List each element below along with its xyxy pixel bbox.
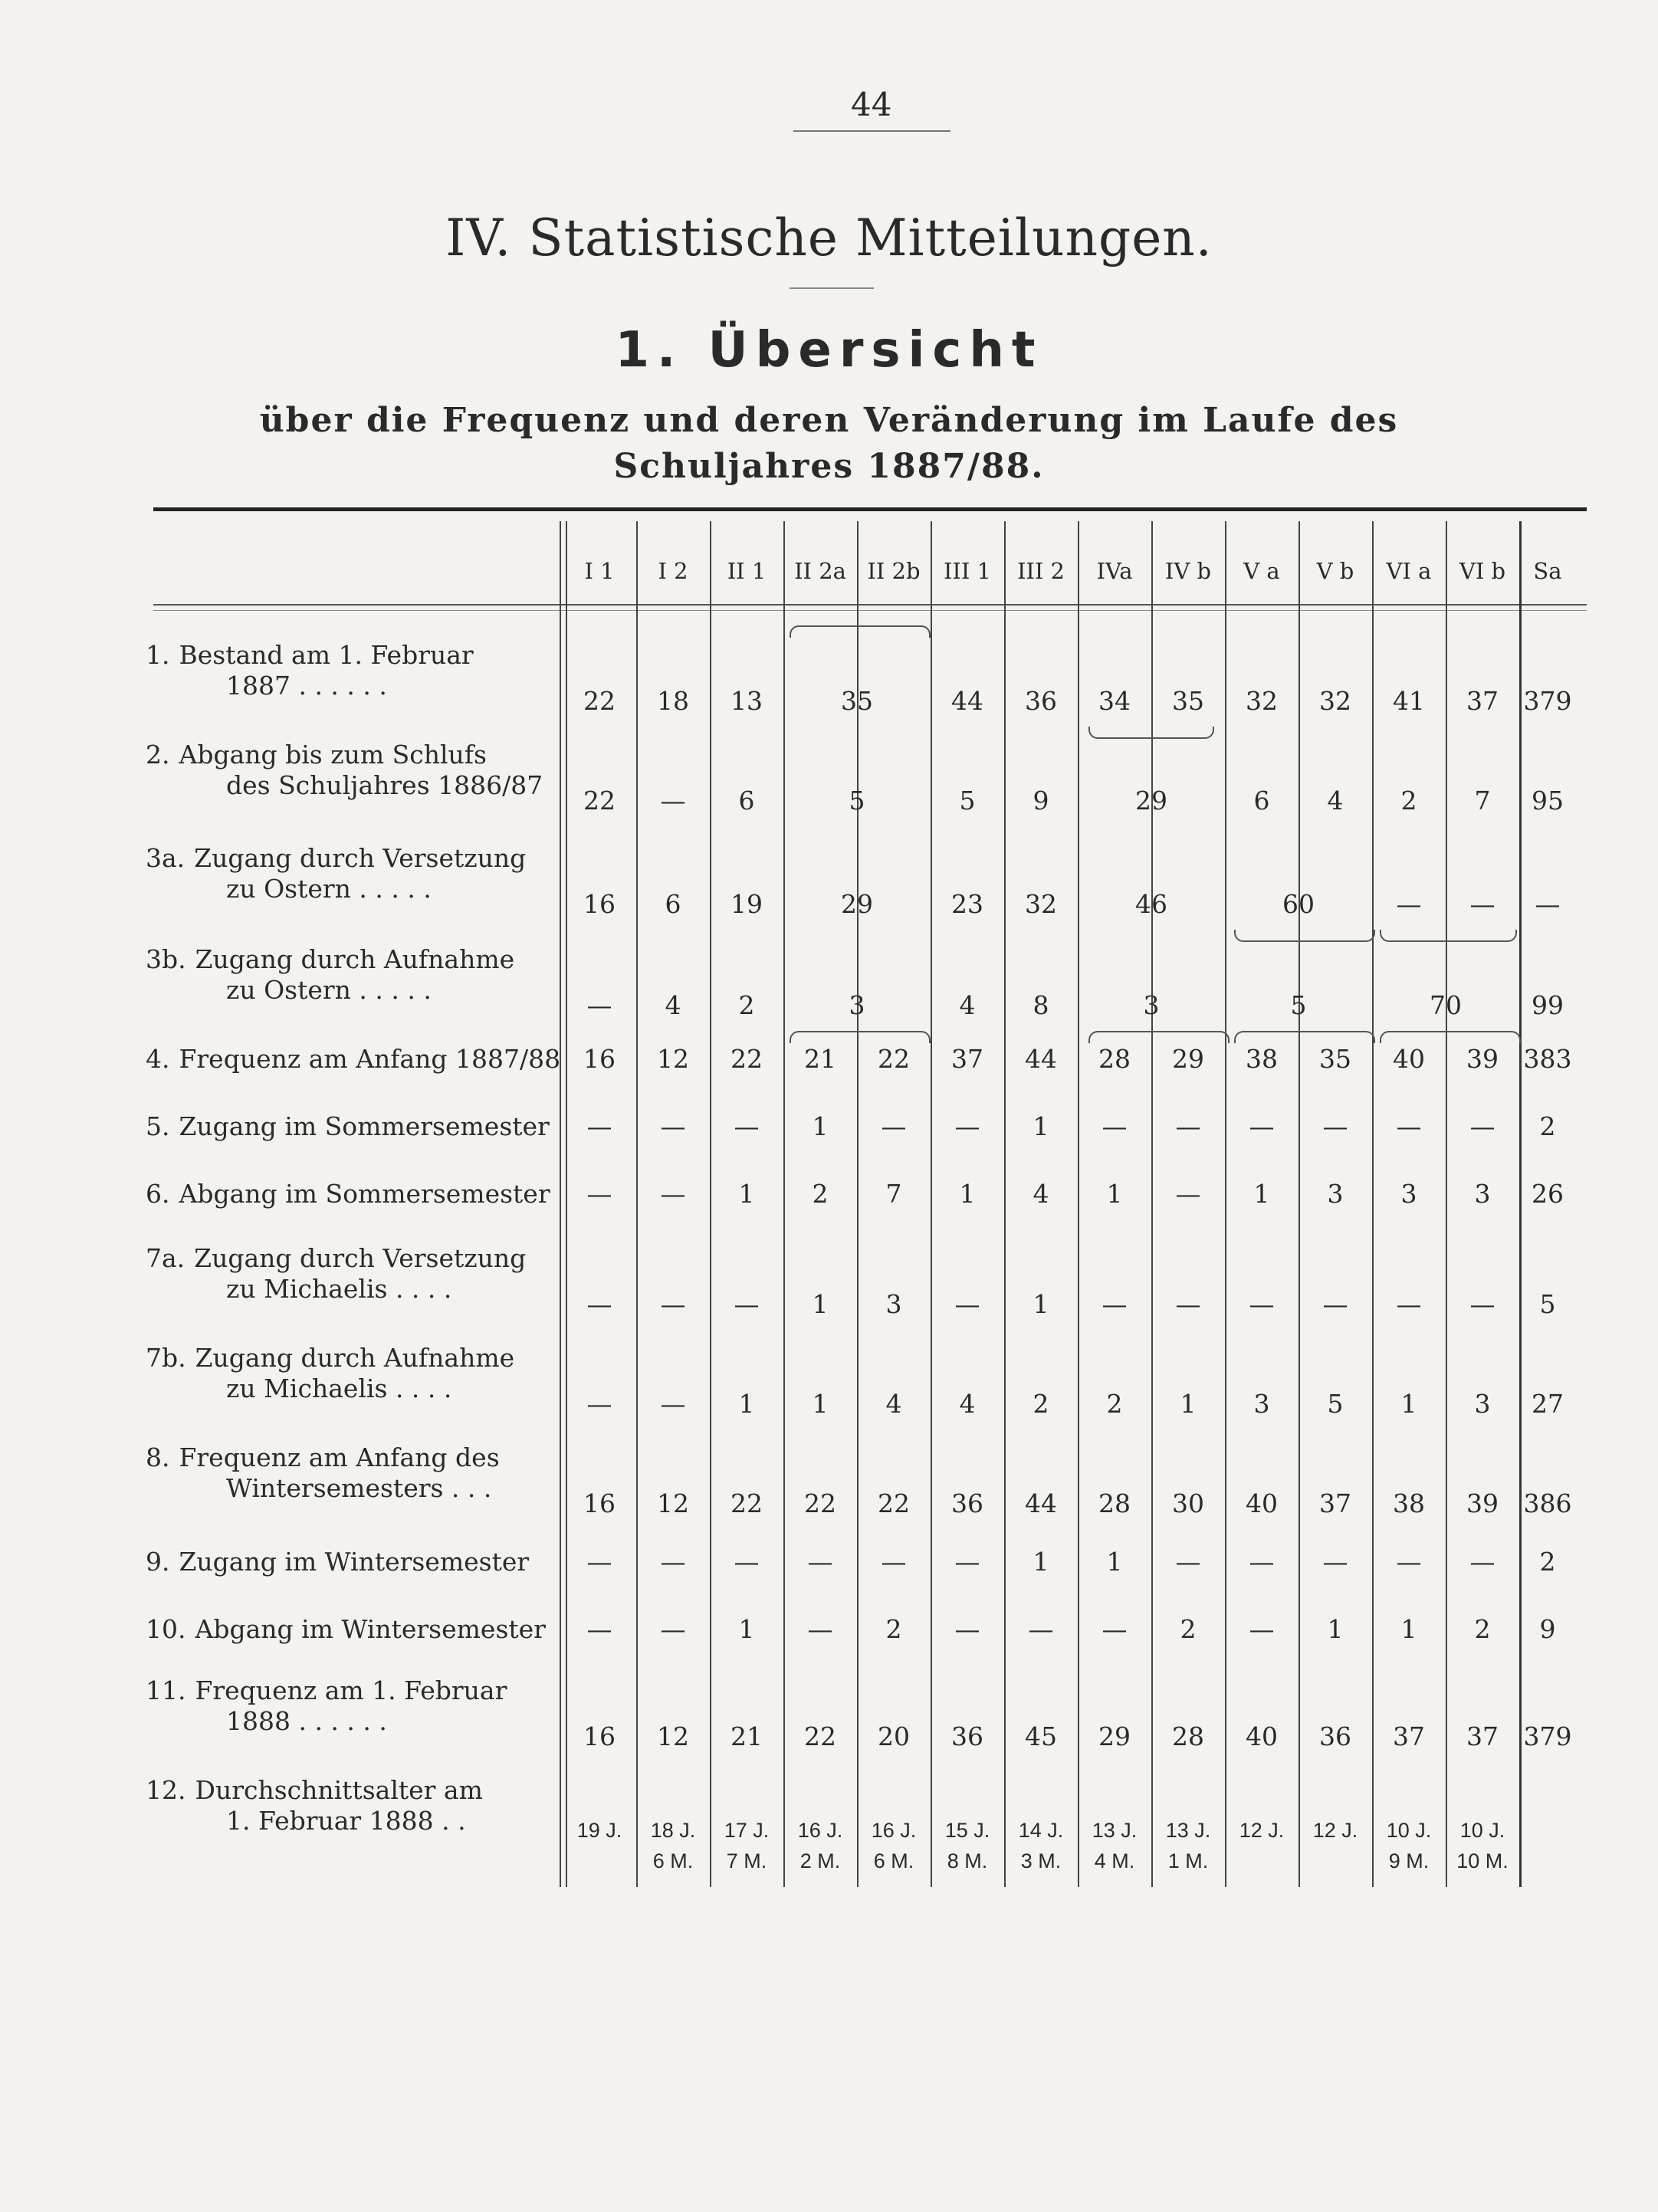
table-cell: — [1469, 1547, 1495, 1577]
table-cell: — [1322, 1547, 1348, 1577]
table-cell: 3 [1327, 1179, 1344, 1209]
column-header: VI a [1386, 558, 1432, 584]
table-cell: 39 [1466, 1488, 1499, 1518]
table-cell: 22 [583, 786, 616, 816]
column-header: II 2a [794, 558, 846, 584]
table-cell: — [1102, 1614, 1128, 1644]
table-cell: 28 [1098, 1044, 1131, 1074]
row-number: 10. [146, 1614, 186, 1644]
table-cell: 35 [841, 686, 873, 716]
table-cell: 1 [1253, 1179, 1270, 1209]
table-cell: — [954, 1547, 980, 1577]
row-label-line-2: zu Michaelis . . . . [226, 1373, 452, 1403]
age-cell [1004, 1815, 1078, 1876]
sum-cell: 95 [1532, 786, 1564, 816]
table-cell: 37 [951, 1044, 983, 1074]
age-years: 13 J. [1165, 1819, 1211, 1842]
age-months: 2 M. [799, 1849, 841, 1872]
table-cell: 70 [1430, 990, 1462, 1020]
table-cell: 4 [959, 990, 976, 1020]
table-cell: — [881, 1547, 907, 1577]
table-cell: 1 [812, 1111, 829, 1141]
row-label-line-2: Wintersemesters . . . [226, 1473, 492, 1503]
table-cell: 35 [1172, 686, 1204, 716]
table-cell: — [1396, 1289, 1422, 1319]
table-cell: 21 [731, 1721, 763, 1751]
table-cell: 16 [583, 1044, 616, 1074]
column-header: I 2 [658, 558, 688, 584]
row-label [146, 1044, 560, 1075]
row-label [146, 1775, 483, 1806]
table-cell: 3 [1474, 1179, 1491, 1209]
age-months: 7 M. [726, 1849, 767, 1872]
table-cell: 37 [1319, 1488, 1351, 1518]
table-caption-line-1: über die Frequenz und deren Veränderung im Laufe des [259, 401, 1399, 440]
table-cell: 4 [1033, 1179, 1049, 1209]
table-cell: 20 [878, 1721, 910, 1751]
table-cell: 40 [1246, 1488, 1278, 1518]
sum-cell: 9 [1539, 1614, 1556, 1644]
age-months: 3 M. [1020, 1849, 1062, 1872]
table-cell: 39 [1466, 1044, 1499, 1074]
table-cell: — [1396, 889, 1422, 919]
table-cell: — [954, 1289, 980, 1319]
age-years: 10 J. [1459, 1819, 1505, 1842]
table-cell: 1 [1106, 1179, 1123, 1209]
column-header: V a [1243, 558, 1280, 584]
table-cell: 21 [804, 1044, 836, 1074]
table-cell: 6 [665, 889, 681, 919]
table-cell: — [586, 1179, 612, 1209]
table-cell: — [1249, 1614, 1275, 1644]
row-label-line-1: Abgang bis zum Schlufs [179, 740, 487, 770]
table-cell: — [1102, 1289, 1128, 1319]
table-cell: 1 [1180, 1389, 1197, 1419]
table-cell: — [1322, 1289, 1348, 1319]
sum-cell: 2 [1539, 1111, 1556, 1141]
table-cell: 44 [1025, 1044, 1057, 1074]
row-number: 12. [146, 1775, 186, 1805]
table-cell: 1 [1033, 1289, 1049, 1319]
row-label [146, 1343, 514, 1373]
table-cell: — [1469, 1111, 1495, 1141]
column-header: IVa [1096, 558, 1133, 584]
table-cell: 22 [583, 686, 616, 716]
table-cell: 32 [1319, 686, 1351, 716]
sum-cell: 99 [1532, 990, 1564, 1020]
table-cell: 44 [951, 686, 983, 716]
table-cell: 46 [1135, 889, 1167, 919]
table-cell: — [1249, 1547, 1275, 1577]
merge-brace [1380, 930, 1517, 942]
label-column-rule [560, 521, 561, 1887]
table-cell: — [1396, 1111, 1422, 1141]
table-cell: — [586, 1547, 612, 1577]
table-cell: — [1028, 1614, 1054, 1644]
row-label [146, 843, 526, 874]
table-cell: — [807, 1547, 833, 1577]
table-cell: 4 [665, 990, 681, 1020]
table-cell: 22 [804, 1721, 836, 1751]
table-cell: 6 [738, 786, 755, 816]
column-header: V b [1316, 558, 1354, 584]
section-title: IV. Statistische Mitteilungen. [445, 208, 1213, 267]
row-number: 4. [146, 1044, 170, 1074]
table-cell: — [586, 1389, 612, 1419]
row-label-line-2: des Schuljahres 1886/87 [226, 770, 543, 800]
age-years: 19 J. [576, 1819, 622, 1842]
table-cell: — [660, 1614, 686, 1644]
table-cell: — [807, 1614, 833, 1644]
age-years: 14 J. [1018, 1819, 1064, 1842]
table-cell: 22 [731, 1488, 763, 1518]
table-cell: 3 [1143, 990, 1160, 1020]
table-cell: 5 [849, 786, 865, 816]
age-years: 13 J. [1092, 1819, 1138, 1842]
row-label-line-1: Frequenz am Anfang 1887/88 [179, 1044, 561, 1074]
table-cell: 3 [849, 990, 865, 1020]
row-label-line-2: 1. Februar 1888 . . [226, 1806, 466, 1836]
row-label [146, 1179, 550, 1209]
row-label [146, 1442, 500, 1473]
table-cell: 29 [841, 889, 873, 919]
table-cell: 2 [738, 990, 755, 1020]
row-label [146, 740, 487, 770]
table-cell: — [660, 1111, 686, 1141]
sum-cell: 379 [1523, 686, 1572, 716]
table-cell: 3 [1253, 1389, 1270, 1419]
table-cell: — [734, 1547, 760, 1577]
sum-cell: 2 [1539, 1547, 1556, 1577]
sum-cell: 5 [1539, 1289, 1556, 1319]
table-cell: 36 [951, 1488, 983, 1518]
table-cell: 16 [583, 1721, 616, 1751]
table-cell: 1 [1400, 1614, 1417, 1644]
row-label [146, 640, 474, 671]
table-cell: 22 [804, 1488, 836, 1518]
table-cell: 4 [959, 1389, 976, 1419]
table-cell: — [1469, 889, 1495, 919]
table-cell: — [660, 1179, 686, 1209]
row-label-line-1: Zugang durch Aufnahme [195, 944, 515, 974]
table-cell: 5 [1327, 1389, 1344, 1419]
table-cell: 22 [731, 1044, 763, 1074]
row-label-line-1: Frequenz am 1. Februar [195, 1675, 507, 1705]
age-months: 8 M. [947, 1849, 988, 1872]
table-cell: — [1249, 1111, 1275, 1141]
merge-brace [1088, 727, 1214, 739]
table-cell: 38 [1246, 1044, 1278, 1074]
age-cell [636, 1815, 710, 1876]
table-cell: 7 [1474, 786, 1491, 816]
table-title: 1. Übersicht [615, 322, 1043, 379]
table-cell: 2 [1180, 1614, 1197, 1644]
table-caption-line-2: Schuljahres 1887/88. [613, 447, 1045, 486]
column-header: I 1 [584, 558, 615, 584]
table-cell: 32 [1025, 889, 1057, 919]
age-cell [931, 1815, 1004, 1876]
table-cell: 28 [1172, 1721, 1204, 1751]
age-years: 10 J. [1386, 1819, 1432, 1842]
merge-brace [1380, 1031, 1521, 1043]
merge-brace [1088, 1031, 1230, 1043]
table-cell: — [734, 1289, 760, 1319]
row-number: 2. [146, 740, 170, 770]
age-cell [1298, 1815, 1372, 1846]
row-label-line-2: zu Michaelis . . . . [226, 1274, 452, 1304]
table-top-rule [153, 507, 1587, 511]
row-number: 5. [146, 1111, 170, 1141]
age-months: 6 M. [873, 1849, 914, 1872]
table-cell: 29 [1135, 786, 1167, 816]
table-cell: — [1175, 1111, 1201, 1141]
table-cell: — [1469, 1289, 1495, 1319]
table-cell: 34 [1098, 686, 1131, 716]
column-header: III 1 [943, 558, 992, 584]
age-cell [1078, 1815, 1151, 1876]
table-cell: 36 [951, 1721, 983, 1751]
table-cell: 40 [1393, 1044, 1425, 1074]
table-cell: — [1175, 1179, 1201, 1209]
merge-brace [1234, 1031, 1375, 1043]
row-number: 7b. [146, 1343, 186, 1373]
table-cell: 41 [1393, 686, 1425, 716]
table-cell: 1 [738, 1389, 755, 1419]
row-label-line-2: 1888 . . . . . . [226, 1706, 387, 1736]
row-number: 1. [146, 640, 170, 670]
table-cell: 12 [657, 1721, 689, 1751]
age-years: 16 J. [797, 1819, 843, 1842]
sum-cell: 386 [1523, 1488, 1572, 1518]
row-label-line-1: Zugang durch Versetzung [194, 843, 527, 873]
table-cell: 9 [1033, 786, 1049, 816]
age-years: 17 J. [724, 1819, 770, 1842]
age-years: 18 J. [650, 1819, 696, 1842]
table-cell: 2 [812, 1179, 829, 1209]
table-cell: — [586, 1289, 612, 1319]
age-cell [710, 1815, 783, 1876]
row-label-line-1: Zugang durch Versetzung [194, 1243, 527, 1273]
table-cell: — [954, 1111, 980, 1141]
row-number: 3a. [146, 843, 185, 873]
table-cell: 2 [1400, 786, 1417, 816]
row-label-line-1: Frequenz am Anfang des [179, 1442, 500, 1472]
table-cell: 37 [1393, 1721, 1425, 1751]
row-number: 9. [146, 1547, 170, 1577]
table-cell: 12 [657, 1488, 689, 1518]
sum-cell: 379 [1523, 1721, 1572, 1751]
table-cell: 22 [878, 1044, 910, 1074]
table-cell: 19 [731, 889, 763, 919]
table-cell: 23 [951, 889, 983, 919]
row-label [146, 1547, 529, 1577]
table-cell: — [586, 990, 612, 1020]
merge-brace [790, 625, 931, 638]
row-label-line-1: Durchschnittsalter am [195, 1775, 483, 1805]
table-cell: — [660, 1547, 686, 1577]
age-years: 16 J. [871, 1819, 917, 1842]
row-label-line-1: Abgang im Wintersemester [195, 1614, 546, 1644]
table-cell: 16 [583, 889, 616, 919]
table-cell: 5 [959, 786, 976, 816]
table-cell: 2 [1033, 1389, 1049, 1419]
age-months: 6 M. [652, 1849, 694, 1872]
table-cell: 4 [885, 1389, 902, 1419]
row-label [146, 944, 514, 975]
table-cell: — [734, 1111, 760, 1141]
column-header-sa: Sa [1533, 558, 1562, 584]
table-cell: 30 [1172, 1488, 1204, 1518]
table-cell: 1 [1327, 1614, 1344, 1644]
age-years: 12 J. [1312, 1819, 1358, 1842]
age-cell [1151, 1815, 1225, 1876]
table-cell: 44 [1025, 1488, 1057, 1518]
age-months: 4 M. [1094, 1849, 1135, 1872]
table-cell: 36 [1025, 686, 1057, 716]
age-months: 1 M. [1167, 1849, 1209, 1872]
table-cell: 1 [959, 1179, 976, 1209]
row-number: 3b. [146, 944, 186, 974]
column-header: VI b [1459, 558, 1506, 584]
age-cell [563, 1815, 636, 1846]
table-cell: 1 [1400, 1389, 1417, 1419]
table-cell: 28 [1098, 1488, 1131, 1518]
table-cell: 3 [1400, 1179, 1417, 1209]
table-cell: 1 [1106, 1547, 1123, 1577]
row-label-line-1: Zugang durch Aufnahme [195, 1343, 515, 1373]
table-cell: 2 [1106, 1389, 1123, 1419]
table-cell: 1 [1033, 1547, 1049, 1577]
age-cell [1372, 1815, 1446, 1876]
row-label-line-2: 1887 . . . . . . [226, 671, 387, 701]
table-cell: 32 [1246, 686, 1278, 716]
table-cell: 7 [885, 1179, 902, 1209]
row-label [146, 1243, 526, 1274]
table-cell: — [660, 1389, 686, 1419]
table-cell: 5 [1290, 990, 1307, 1020]
page-number: 44 [851, 86, 892, 123]
sum-cell: — [1535, 889, 1561, 919]
merge-brace [1234, 930, 1375, 942]
row-label [146, 1111, 550, 1142]
section-divider [790, 287, 874, 289]
table-cell: — [881, 1111, 907, 1141]
table-cell: 1 [812, 1289, 829, 1319]
row-number: 6. [146, 1179, 170, 1209]
table-cell: 3 [885, 1289, 902, 1319]
row-label-line-1: Bestand am 1. Februar [179, 640, 474, 670]
row-label [146, 1675, 507, 1706]
row-label-line-2: zu Ostern . . . . . [226, 874, 432, 904]
table-cell: 3 [1474, 1389, 1491, 1419]
table-cell: 6 [1253, 786, 1270, 816]
merge-brace [790, 1031, 931, 1043]
table-cell: 1 [812, 1389, 829, 1419]
table-cell: 2 [1474, 1614, 1491, 1644]
table-cell: — [1322, 1111, 1348, 1141]
table-cell: 1 [738, 1179, 755, 1209]
column-header: II 1 [727, 558, 767, 584]
table-cell: 29 [1172, 1044, 1204, 1074]
table-cell: — [660, 1289, 686, 1319]
row-label-line-1: Abgang im Sommersemester [179, 1179, 550, 1209]
sum-cell: 26 [1532, 1179, 1564, 1209]
age-cell [1225, 1815, 1298, 1846]
age-cell [783, 1815, 857, 1876]
table-cell: 18 [657, 686, 689, 716]
table-cell: 38 [1393, 1488, 1425, 1518]
table-cell: — [586, 1614, 612, 1644]
table-cell: 37 [1466, 1721, 1499, 1751]
sum-cell: 27 [1532, 1389, 1564, 1419]
table-cell: — [1175, 1547, 1201, 1577]
table-cell: — [1249, 1289, 1275, 1319]
row-number: 7a. [146, 1243, 185, 1273]
age-months: 9 M. [1388, 1849, 1430, 1872]
table-cell: 4 [1327, 786, 1344, 816]
age-cell [857, 1815, 931, 1876]
row-number: 11. [146, 1675, 186, 1705]
table-cell: 16 [583, 1488, 616, 1518]
row-label [146, 1614, 546, 1645]
row-label-line-2: zu Ostern . . . . . [226, 975, 432, 1005]
age-months: 10 M. [1456, 1849, 1509, 1872]
table-cell: 37 [1466, 686, 1499, 716]
column-header: III 2 [1016, 558, 1065, 584]
table-cell: 22 [878, 1488, 910, 1518]
column-header: II 2b [867, 558, 921, 584]
table-cell: 13 [731, 686, 763, 716]
table-cell: 40 [1246, 1721, 1278, 1751]
table-cell: 2 [885, 1614, 902, 1644]
table-cell: — [1175, 1289, 1201, 1319]
table-cell: — [1102, 1111, 1128, 1141]
table-cell: 12 [657, 1044, 689, 1074]
table-cell: 1 [738, 1614, 755, 1644]
table-cell: 35 [1319, 1044, 1351, 1074]
row-label-line-1: Zugang im Wintersemester [179, 1547, 530, 1577]
column-header: IV b [1164, 558, 1212, 584]
sum-cell: 383 [1523, 1044, 1572, 1074]
row-label-line-1: Zugang im Sommersemester [179, 1111, 550, 1141]
table-cell: — [586, 1111, 612, 1141]
table-cell: 36 [1319, 1721, 1351, 1751]
age-years: 15 J. [944, 1819, 990, 1842]
table-cell: 8 [1033, 990, 1049, 1020]
table-cell: — [660, 786, 686, 816]
age-cell [1446, 1815, 1519, 1876]
table-cell: 45 [1025, 1721, 1057, 1751]
page-number-rule [793, 130, 950, 132]
age-years: 12 J. [1239, 1819, 1285, 1842]
row-number: 8. [146, 1442, 170, 1472]
table-cell: 60 [1282, 889, 1315, 919]
table-cell: 29 [1098, 1721, 1131, 1751]
table-cell: 1 [1033, 1111, 1049, 1141]
table-cell: — [954, 1614, 980, 1644]
table-cell: — [1396, 1547, 1422, 1577]
